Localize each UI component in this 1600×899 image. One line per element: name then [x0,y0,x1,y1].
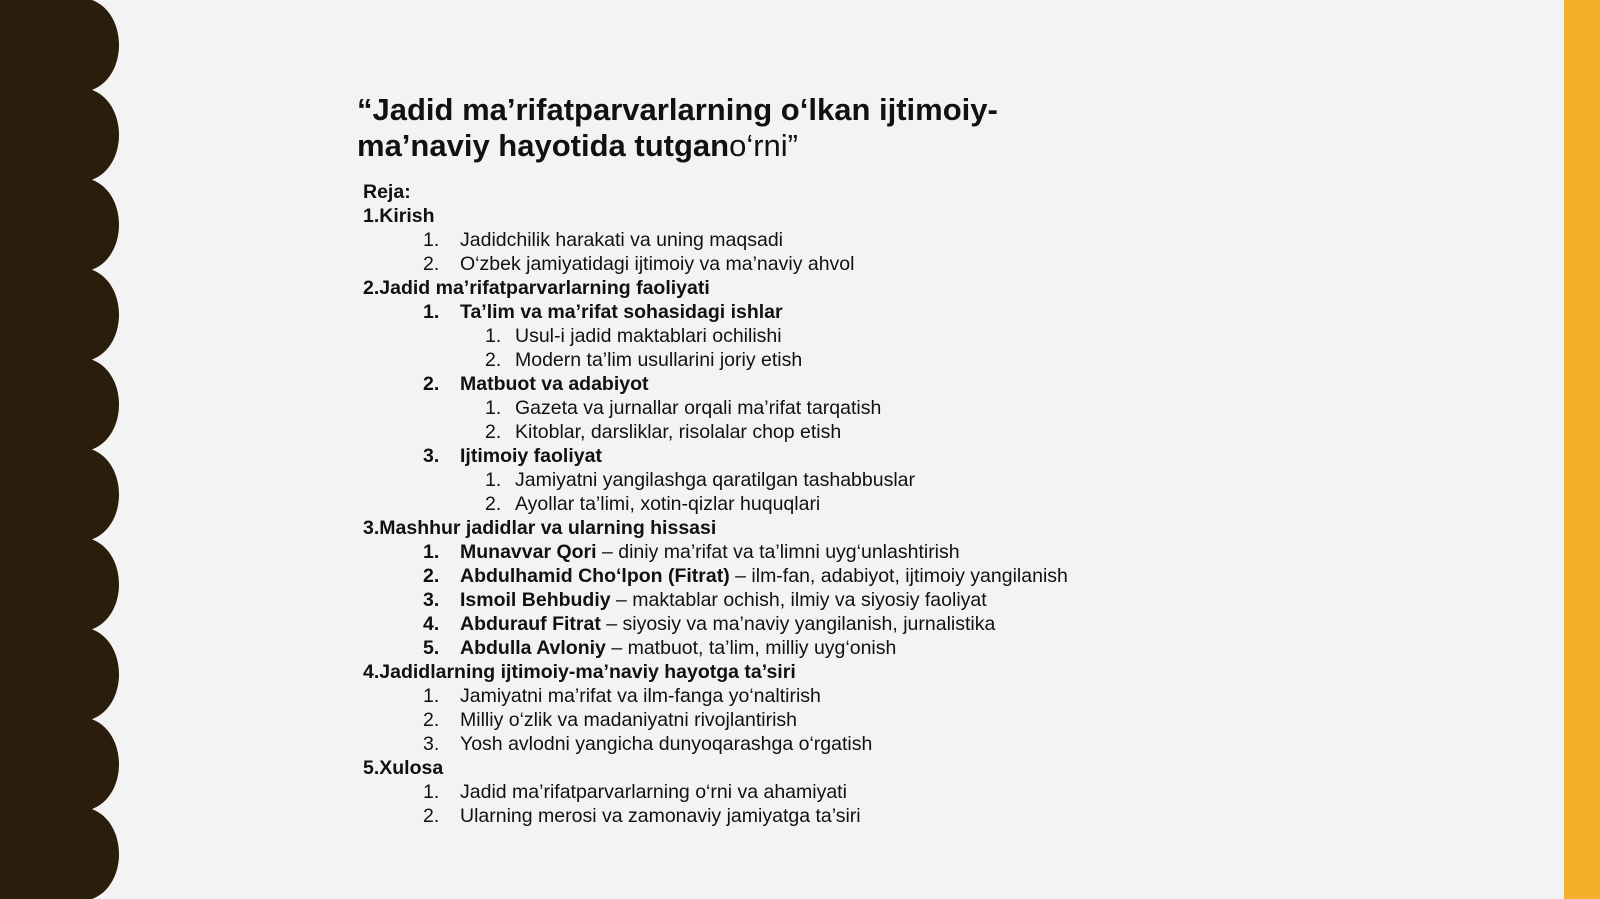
item-text: – siyosiy va ma’naviy yangilanish, jurnalistika [600,613,996,635]
subitem-text: Usul-i jadid maktablari ochilishi [515,325,782,347]
subitem-text: Jamiyatni yangilashga qaratilgan tashabbuslar [515,469,915,491]
item-bold-text: Ismoil Behbudiy [460,589,611,611]
item-text: O‘zbek jamiyatidagi ijtimoiy va ma’naviy ahvol [460,253,855,275]
item-text: – maktablar ochish, ilmiy va siyosiy faoliyat [610,589,987,611]
item-number: 2. [423,373,440,395]
decorative-wave-border [0,0,120,899]
item-number: 3. [423,445,440,467]
subitem-number: 1. [485,397,502,419]
outline-section-heading: 5.Xulosa [363,757,444,779]
outline-subitem [363,396,1357,420]
item-text: – ilm-fan, adabiyot, ijtimoiy yangilanish [729,565,1068,587]
subitem-text: Ayollar ta’limi, xotin-qizlar huquqlari [515,493,821,515]
item-text: – diniy ma’rifat va ta’limni uyg‘unlashtirish [596,541,960,563]
outline-item [363,636,1357,660]
subitem-number: 1. [485,325,502,347]
item-bold-text: Matbuot va adabiyot [460,373,649,395]
outline-list [357,180,1357,828]
item-text: Ularning merosi va zamonaviy jamiyatga ta’siri [460,805,861,827]
outline-subitem [363,420,1357,444]
outline-subitem [363,324,1357,348]
item-number: 5. [423,637,440,659]
outline-item [363,252,1357,276]
outline-section-heading: 4.Jadidlarning ijtimoiy-ma’naviy hayotga ta’siri [363,661,796,683]
item-number: 4. [423,613,440,635]
outline-heading: Reja: [363,181,411,203]
outline-subitem [363,348,1357,372]
item-text: Jadidchilik harakati va uning maqsadi [460,229,784,251]
item-bold-text: Ijtimoiy faoliyat [460,445,602,467]
subitem-number: 2. [485,493,502,515]
subitem-text: Gazeta va jurnallar orqali ma’rifat tarqatish [515,397,882,419]
item-number: 1. [423,685,440,707]
subitem-number: 2. [485,349,502,371]
outline-item [363,300,1357,324]
item-number: 1. [423,541,440,563]
outline-section-heading: 1.Kirish [363,205,435,227]
item-number: 1. [423,229,440,251]
accent-side-bar [1564,0,1600,899]
outline-item [363,780,1357,804]
item-number: 2. [423,805,440,827]
item-text: Milliy o‘zlik va madaniyatni rivojlantirish [460,709,798,731]
title-plain-part: o‘rni” [729,128,798,163]
outline-item [363,708,1357,732]
outline-section-heading: 3.Mashhur jadidlar va ularning hissasi [363,517,717,539]
slide-content [357,92,1357,828]
item-text: – matbuot, ta’lim, milliy uyg‘onish [605,637,897,659]
outline-item [363,612,1357,636]
item-bold-text: Abdulhamid Cho‘lpon (Fitrat) [460,565,730,587]
outline-item [363,372,1357,396]
item-number: 3. [423,733,440,755]
item-text: Jamiyatni ma’rifat va ilm-fanga yo‘naltirish [460,685,821,707]
item-number: 2. [423,709,440,731]
outline-subitem [363,468,1357,492]
outline-item [363,588,1357,612]
outline-item [363,444,1357,468]
subitem-text: Kitoblar, darsliklar, risolalar chop etish [515,421,842,443]
subitem-text: Modern ta’lim usullarini joriy etish [515,349,803,371]
item-bold-text: Ta’lim va ma’rifat sohasidagi ishlar [460,301,783,323]
item-bold-text: Abdurauf Fitrat [460,613,601,635]
item-number: 1. [423,781,440,803]
item-text: Yosh avlodni yangicha dunyoqarashga o‘rgatish [460,733,873,755]
outline-item [363,228,1357,252]
item-text: Jadid ma’rifatparvarlarning o‘rni va ahamiyati [460,781,847,803]
outline-section-heading: 2.Jadid ma’rifatparvarlarning faoliyati [363,277,710,299]
slide-title [357,92,1037,164]
item-bold-text: Munavvar Qori [460,541,597,563]
outline-item [363,540,1357,564]
item-number: 1. [423,301,440,323]
item-number: 2. [423,253,440,275]
outline-item [363,804,1357,828]
item-number: 3. [423,589,440,611]
outline-item [363,732,1357,756]
item-number: 2. [423,565,440,587]
subitem-number: 1. [485,469,502,491]
title-bold-part: “Jadid ma’rifatparvarlarning o‘lkan ijtimoiy-ma’naviy hayotida tutgan [357,92,998,163]
subitem-number: 2. [485,421,502,443]
outline-subitem [363,492,1357,516]
outline-item [363,564,1357,588]
item-bold-text: Abdulla Avloniy [460,637,606,659]
outline-item [363,684,1357,708]
